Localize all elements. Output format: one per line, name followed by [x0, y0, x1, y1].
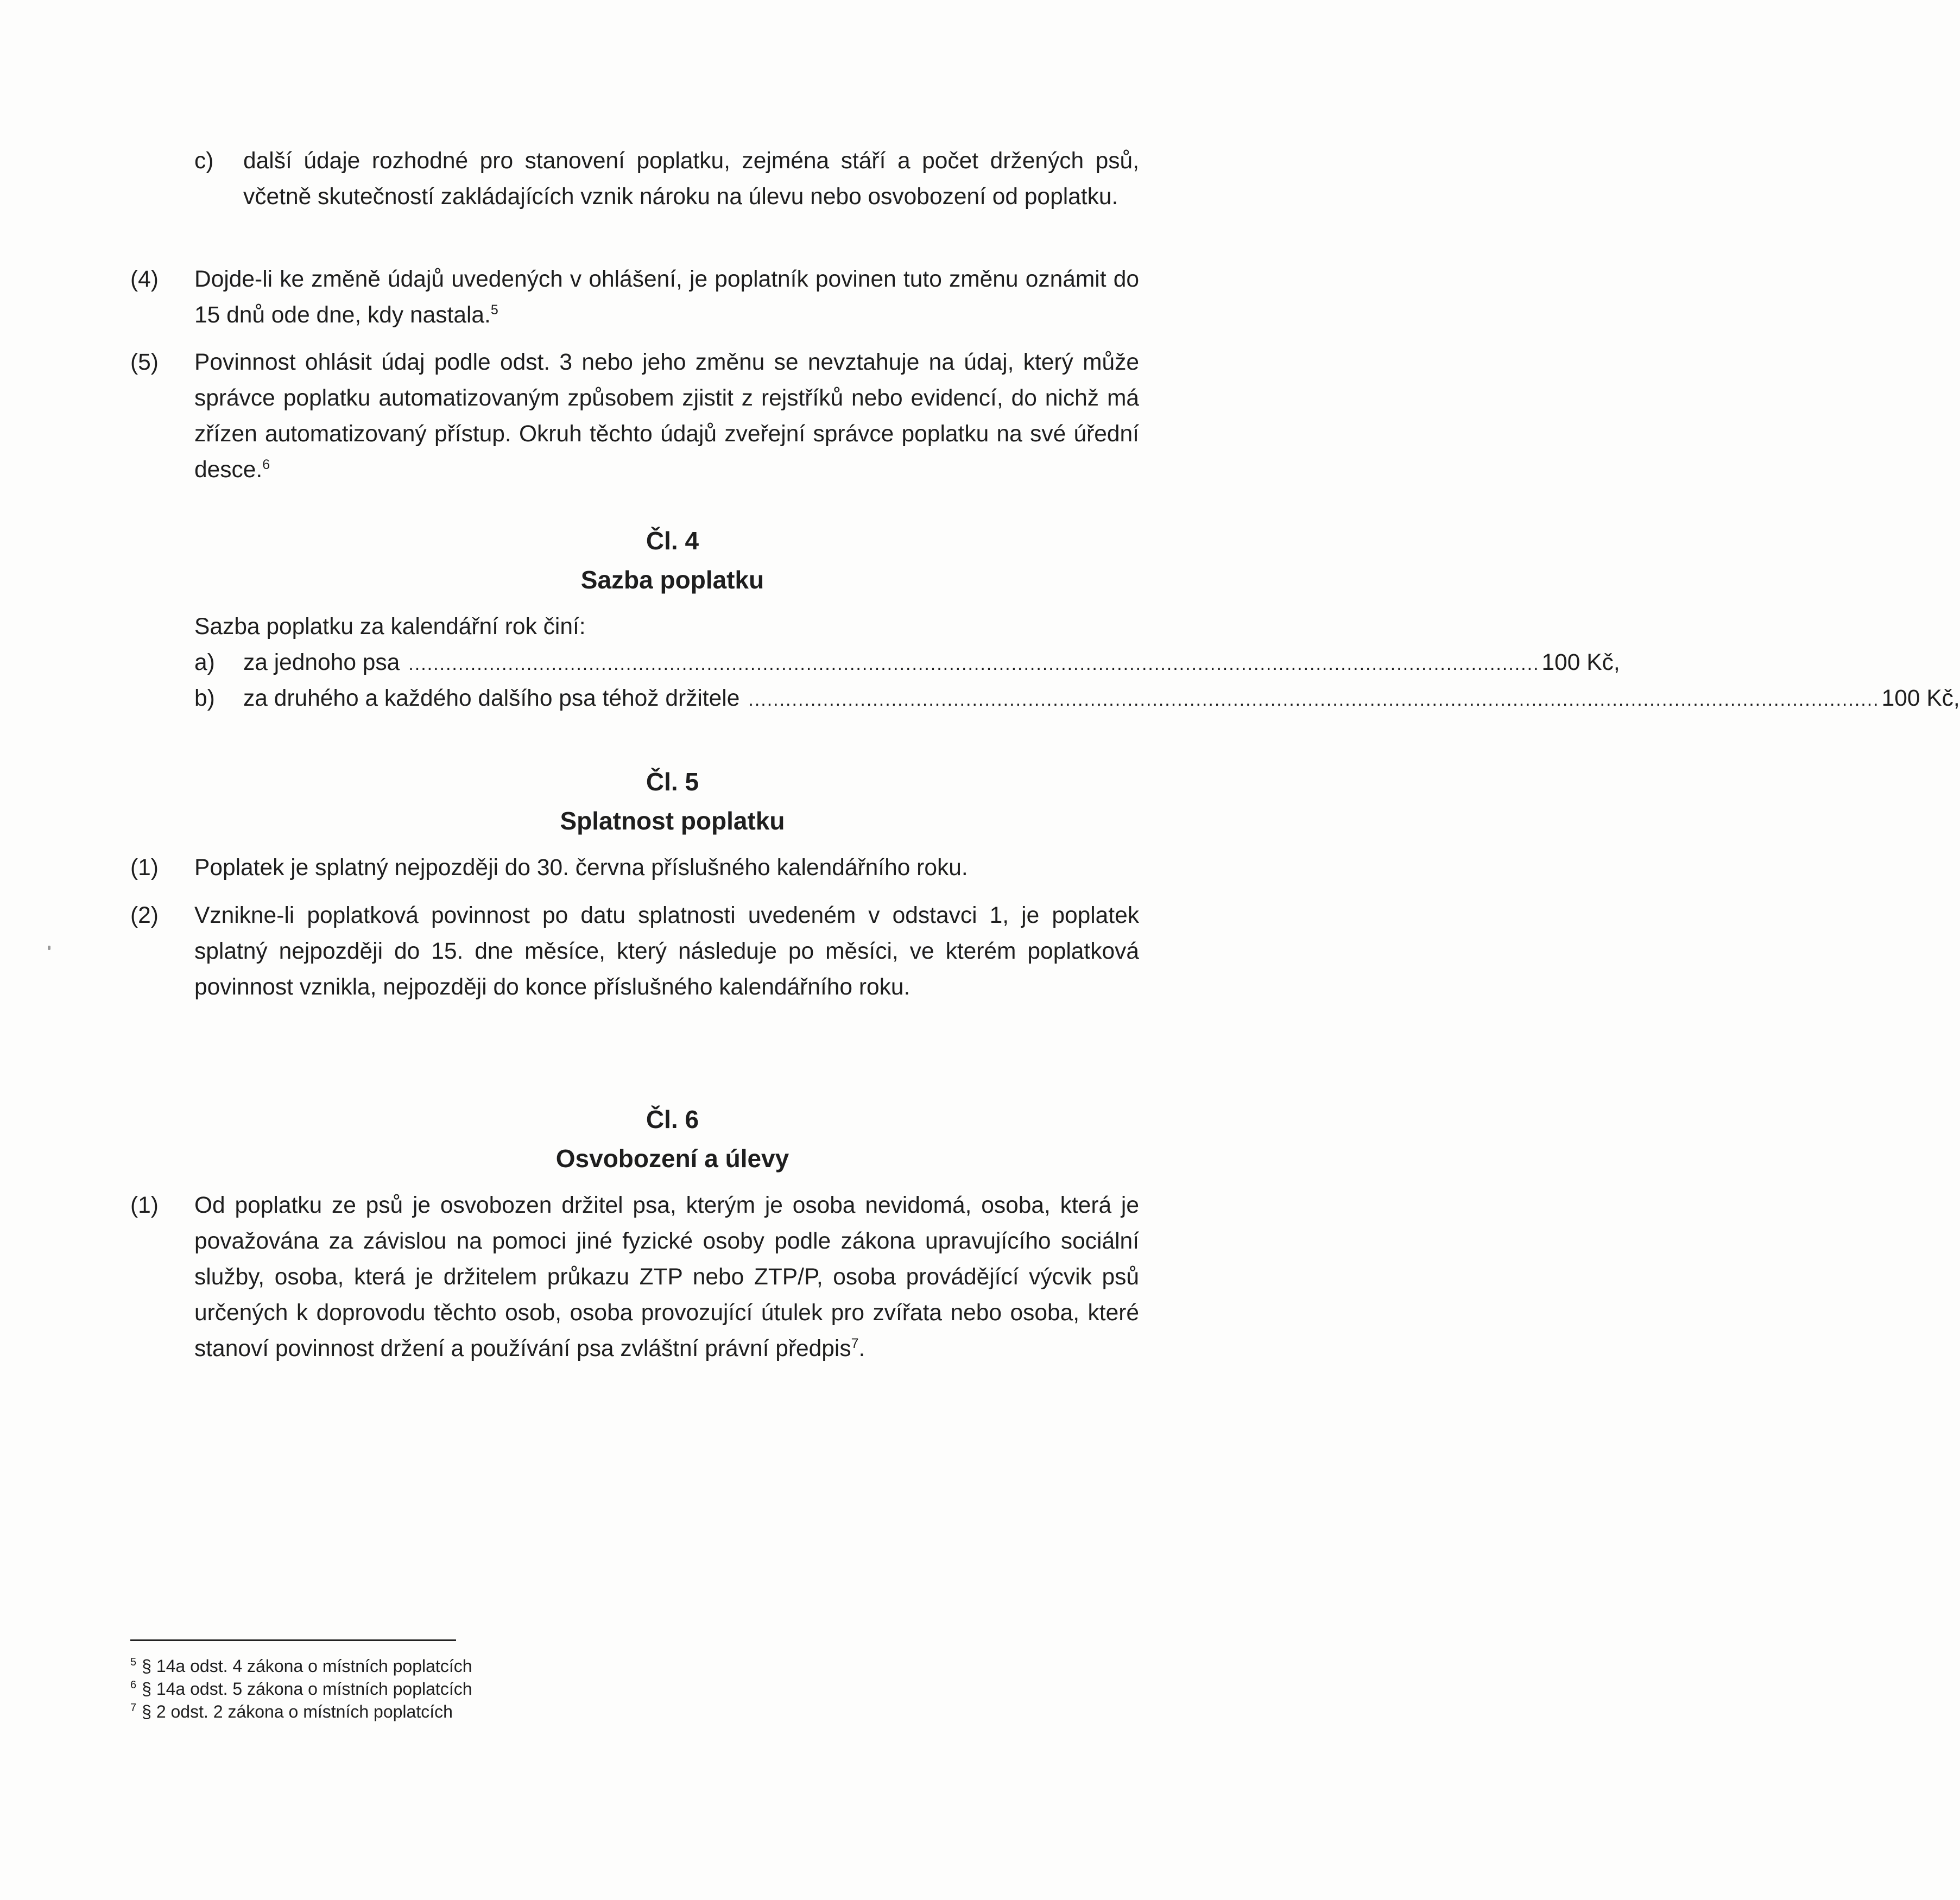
- article-6-paragraph-1-text: Od poplatku ze psů je osvobozen držitel psa, kterým je osoba nevidomá, osoba, která je považována za závislou na pomoci jiné fyzické osoby podle zákona upravujícího sociální služby, osoba, která je držitelem průkazu ZTP nebo ZTP/P, osoba provádějící výcvik psů určených k doprovodu těchto osob, osoba provozující útulek pro zvířata nebo osoba, které stanoví povinnost držení a používání psa zvláštní právní předpis: [194, 1193, 1139, 1361]
- paragraph-5: [194, 345, 1139, 488]
- article-5-paragraph-2: Vznikne-li poplatková povinnost po datu splatnosti uvedeném v odstavci 1, je poplatek splatný nejpozději do 15. dne měsíce, který následuje po měsíci, ve kterém poplatková povinnost vznikla, nejpozději do konce příslušného kalendářního roku.: [194, 903, 1139, 1000]
- scan-speck: [48, 946, 50, 950]
- item-c-text: další údaje rozhodné pro stanovení poplatku, zejména stáří a počet držených psů, včetně skutečností zakládajících vznik nároku na úlevu nebo osvobození od poplatku.: [243, 148, 1139, 210]
- footnote-text-7: § 2 odst. 2 zákona o místních poplatcích: [142, 1702, 453, 1721]
- article-4-number: Čl. 4: [646, 527, 699, 555]
- footnote-ref-7: 7: [851, 1335, 859, 1351]
- paragraph-4: [194, 262, 1139, 333]
- footnote-mark-6: 6: [130, 1679, 137, 1692]
- rate-text-a: za jednoho psa: [243, 650, 400, 675]
- article-4-intro: Sazba poplatku za kalendářní rok činí:: [194, 614, 586, 639]
- dot-leader: ......................................................................................................................................................................................: [408, 654, 1540, 674]
- article-5-paragraph-1: Poplatek je splatný nejpozději do 30. června příslušného kalendářního roku.: [194, 855, 968, 881]
- dot-leader: ......................................................................................................................................................................................: [748, 689, 1880, 710]
- footnote-text-6: § 14a odst. 5 zákona o místních poplatcích: [142, 1679, 472, 1699]
- article-5-paragraph-number-1: (1): [130, 855, 159, 881]
- footnote-mark-7: 7: [130, 1702, 137, 1714]
- rate-amount-a: 100 Kč,: [1541, 650, 1620, 675]
- rate-amount-b: 100 Kč,: [1881, 686, 1960, 711]
- paragraph-5-text: Povinnost ohlásit údaj podle odst. 3 nebo jeho změnu se nevztahuje na údaj, který může správce poplatku automatizovaným způsobem zjistit z rejstříků nebo evidencí, do nichž má zřízen automatizovaný přístup. Okruh těchto údajů zveřejní správce poplatku na své úřední desce.: [194, 350, 1139, 483]
- rate-row-a: [194, 645, 1620, 681]
- footnote-text-5: § 14a odst. 4 zákona o místních poplatcích: [142, 1656, 472, 1676]
- article-6-paragraph-1: [194, 1188, 1139, 1367]
- article-5-number: Čl. 5: [646, 768, 699, 796]
- rate-text-b: za druhého a každého dalšího psa téhož držitele: [243, 686, 740, 711]
- footnote-ref-6: 6: [262, 457, 270, 472]
- paragraph-4-text: Dojde-li ke změně údajů uvedených v ohlášení, je poplatník povinen tuto změnu oznámit do 15 dnů ode dne, kdy nastala.: [194, 267, 1139, 328]
- article-5-title: Splatnost poplatku: [560, 807, 785, 835]
- footnote-5: [130, 1655, 472, 1677]
- article-6-paragraph-1-end: .: [858, 1336, 865, 1361]
- article-6-number: Čl. 6: [646, 1105, 699, 1133]
- rate-row-b: [194, 681, 1960, 717]
- footnote-mark-5: 5: [130, 1656, 137, 1669]
- footnote-ref-5: 5: [490, 302, 498, 318]
- article-6-paragraph-number-1: (1): [130, 1193, 159, 1218]
- article-5-paragraph-number-2: (2): [130, 903, 159, 928]
- article-4-title: Sazba poplatku: [580, 566, 764, 594]
- rate-letter-a: a): [194, 650, 215, 675]
- footnote-7: [130, 1700, 453, 1723]
- rate-letter-b: b): [194, 686, 215, 711]
- footnote-separator: [130, 1639, 456, 1641]
- paragraph-number-5: (5): [130, 350, 159, 375]
- footnote-6: [130, 1677, 472, 1700]
- article-6-title: Osvobození a úlevy: [555, 1144, 789, 1173]
- item-letter-c: c): [194, 148, 214, 174]
- paragraph-number-4: (4): [130, 267, 159, 292]
